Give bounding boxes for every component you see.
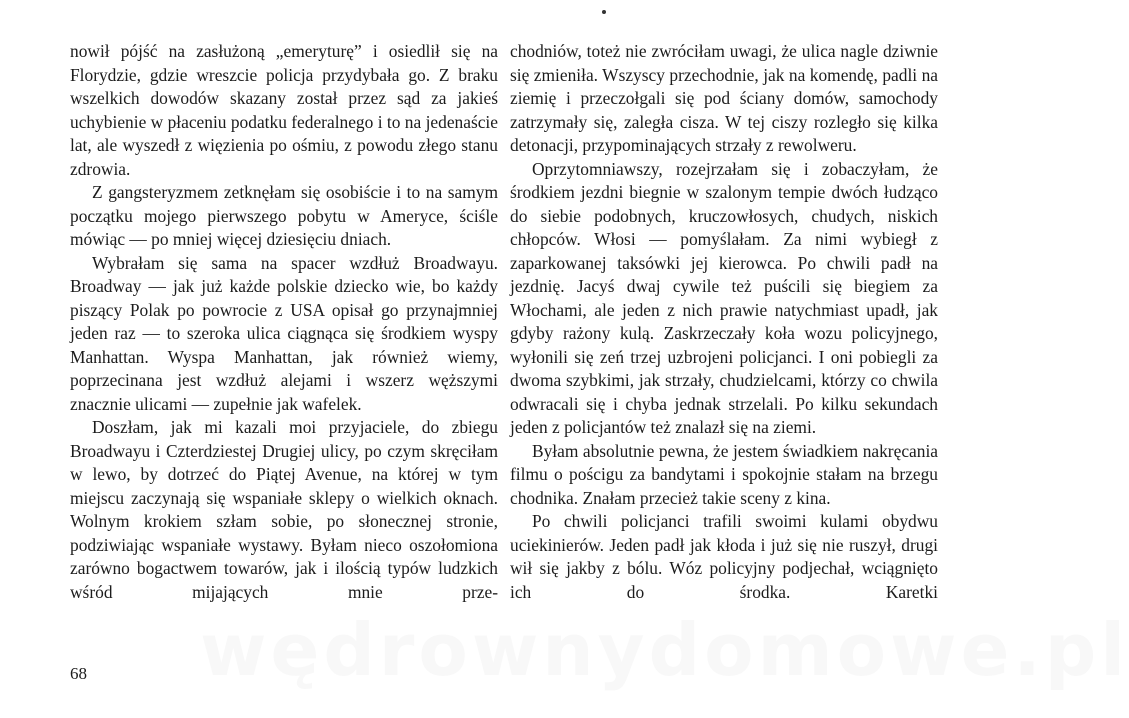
left-paragraph-4: Doszłam, jak mi kazali moi przyjaciele, do zbiegu Broadwayu i Czterdziestej Drugiej ulicy, po czym skręciłam w lewo, by dotrzeć do Piątej Avenue, na której w tym miejscu zaczynają się wspaniałe sklepy o wielkich oknach. Wolnym krokiem szłam sobie, po słonecznej stronie, podziwiając wspaniałe wystawy. Byłam nieco oszołomiona zarówno bogactwem towarów, jak i ilością typów ludzkich wśród mijających mnie prze- — [70, 417, 498, 602]
right-paragraph-2: Oprzytomniawszy, rozejrzałam się i zobaczyłam, że środkiem jezdni biegnie w szalonym tempie dwóch łudząco do siebie podobnych, kruczowłosych, chudych, niskich chłopców. Włosi — pomyślałam. Za nimi wybiegł z zaparkowanej taksówki jej kierowca. Po chwili padł na jezdnię. Jacyś dwaj cywile też puścili się biegiem za Włochami, ale jeden z nich prawie natychmiast upadł, jak gdyby rażony kulą. Zaskrzeczały koła wozu policyjnego, wyłonili się zeń trzej uzbrojeni policjanci. I oni pobiegli za dwoma szybkimi, jak strzały, chudzielcami, którzy co chwila odwracali się i chyba jednak strzelali. Po kilku sekundach jeden z policjantów też znalazł się na ziemi. — [510, 158, 938, 437]
right-paragraph-3: Byłam absolutnie pewna, że jestem świadkiem nakręcania filmu o pościgu za bandytami i spokojnie stałam na brzegu chodnika. Znałam przecież takie sceny z kina. — [510, 440, 938, 508]
left-paragraph-3: Wybrałam się sama na spacer wzdłuż Broadwayu. Broadway — jak już każde polskie dziecko wie, bo każdy piszący Polak po powrocie z USA opisał go przynajmniej jeden raz — to szeroka ulica ciągnąca się środkiem wyspy Manhattan. Wyspa Manhattan, jak również wiemy, poprzecinana jest wzdłuż alejami i wszerz węższymi znacznie ulicami — zupełnie jak wafelek. — [70, 252, 498, 414]
site-watermark: wędrownydomowe.pl — [200, 608, 1129, 692]
right-paragraph-1: chodniów, toteż nie zwróciłam uwagi, że ulica nagle dziwnie się zmieniła. Wszyscy przechodnie, jak na komendę, padli na ziemię i przeczołgali się pod ściany domów, samochody zatrzymały się, zaległa cisza. W tej ciszy rozległo się kilka detonacji, przypominających strzały z rewolweru. — [510, 41, 938, 155]
page-number: 68 — [70, 664, 87, 683]
print-speck — [602, 10, 606, 14]
left-text-column — [70, 40, 498, 604]
right-paragraph-4: Po chwili policjanci trafili swoimi kulami obydwu uciekinierów. Jeden padł jak kłoda i już się nie ruszył, drugi wił się jakby z bólu. Wóz policyjny podjechał, wciągnięto ich do środka. Karetki — [510, 511, 938, 602]
right-text-column — [510, 40, 938, 604]
left-paragraph-1: nowił pójść na zasłużoną „emeryturę” i osiedlił się na Florydzie, gdzie wreszcie policja przydybała go. Z braku wszelkich dowodów skazany został przez sąd za jakieś uchybienie w płaceniu podatku federalnego i to na jedenaście lat, ale wyszedł z więzienia po ośmiu, z powodu złego stanu zdrowia. — [70, 41, 498, 179]
left-paragraph-2: Z gangsteryzmem zetknęłam się osobiście i to na samym początku mojego pierwszego pobytu w Ameryce, ściśle mówiąc — po mniej więcej dziesięciu dniach. — [70, 182, 498, 249]
